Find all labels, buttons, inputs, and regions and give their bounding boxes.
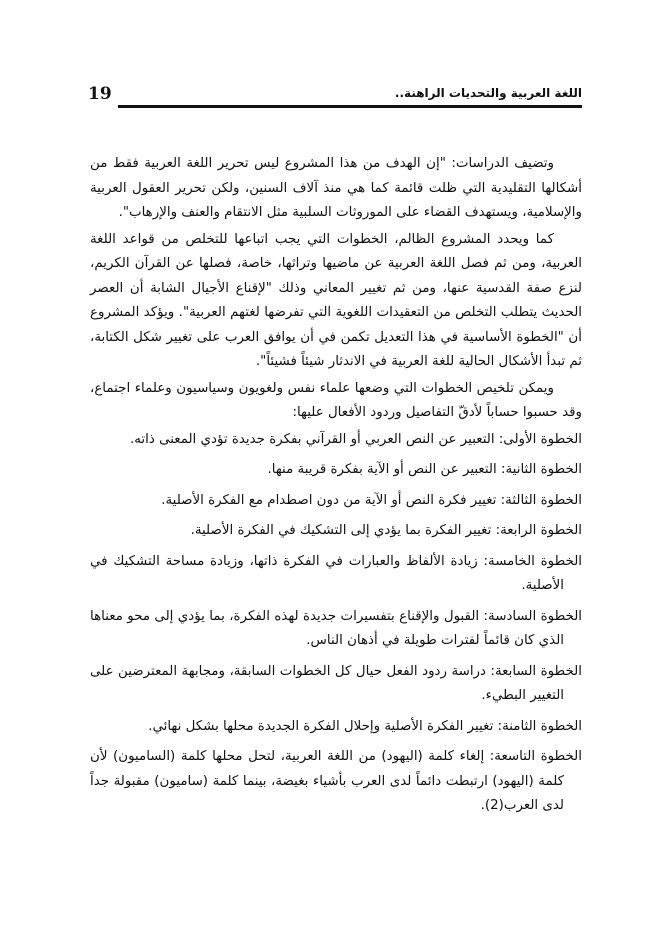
step-6: الخطوة السادسة: القبول والإقناع بتفسيرات جديدة لهذه الفكرة، بما يؤدي إلى محو معناها الذي كان قائماً لفترات طويلة في أذهان الناس. bbox=[90, 608, 582, 648]
paragraph-2: كما ويحدد المشروع الظالم، الخطوات التي يجب اتباعها للتخلص من قواعد اللغة العربية، ومن ثم فصل اللغة العربية عن ماضيها وتراثها، خاصة، فصلها عن القرآن الكريم، لنزع صفة القدسية عنها، ومن ثم تغيير المعاني وذلك "لإقناع الأجيال الشابة أن العصر الحديث يتطلب التخلص من التعقيدات اللغوية التي تفرضها لغتهم العربية". ويؤكد المشروع أن "الخطوة الأساسية في هذا التعديل تكمن في أن يوافق العرب على تغيير شكل الكتابة، ثم تبدأ الأشكال الحالية للغة العربية في الاندثار شيئاً فشيئاً". bbox=[90, 231, 582, 369]
step-1: الخطوة الأولى: التعبير عن النص العربي أو القرآني بفكرة جديدة تؤدي المعنى ذاته. bbox=[129, 431, 582, 447]
step-5: الخطوة الخامسة: زيادة الألفاظ والعبارات في الفكرة ذاتها، وزيادة مساحة التشكيك في الأصلية. bbox=[90, 553, 582, 593]
header-rule bbox=[118, 105, 582, 108]
paragraph-1: وتضيف الدراسات: "إن الهدف من هذا المشروع ليس تحرير اللغة العربية فقط من أشكالها التقليدية التي ظلت قائمة كما هي منذ آلاف السنين، ولكن تحرير العقول العربية والإسلامية، ويستهدف القضاء على الموروثات السلبية مثل الانتقام والعنف والإرهاب". bbox=[90, 156, 582, 220]
step-8: الخطوة الثامنة: تغيير الفكرة الأصلية وإحلال الفكرة الجديدة محلها بشكل نهائي. bbox=[148, 718, 582, 734]
paragraph-3: ويمكن تلخيص الخطوات التي وضعها علماء نفس ولغويون وسياسيون وعلماء اجتماع، وقد حسبوا حساباً لأدقّ التفاصيل وردود الأفعال عليها: bbox=[90, 380, 582, 420]
page-number: 19 bbox=[88, 84, 112, 104]
step-3: الخطوة الثالثة: تغيير فكرة النص أو الآية من دون اصطدام مع الفكرة الأصلية. bbox=[161, 492, 582, 508]
page-header bbox=[88, 84, 582, 110]
step-2: الخطوة الثانية: التعبير عن النص أو الآية بفكرة قريبة منها. bbox=[267, 462, 582, 477]
step-7: الخطوة السابعة: دراسة ردود الفعل حيال كل الخطوات السابقة، ومجابهة المعترضين على التغيير البطيء. bbox=[90, 663, 582, 703]
step-4: الخطوة الرابعة: تغيير الفكرة بما يؤدي إلى التشكيك في الفكرة الأصلية. bbox=[190, 523, 582, 538]
running-title: اللغة العربية والتحديات الراهنة.. bbox=[394, 86, 582, 100]
step-9: الخطوة التاسعة: إلغاء كلمة (اليهود) من اللغة العربية، لتحل محلها كلمة (الساميون) لأن كلمة (اليهود) ارتبطت دائماً لدى العرب بأشياء بغيضة، بينما كلمة (ساميون) مقبولة جداً لدى العرب(2). bbox=[90, 749, 582, 813]
body-text bbox=[90, 152, 582, 825]
